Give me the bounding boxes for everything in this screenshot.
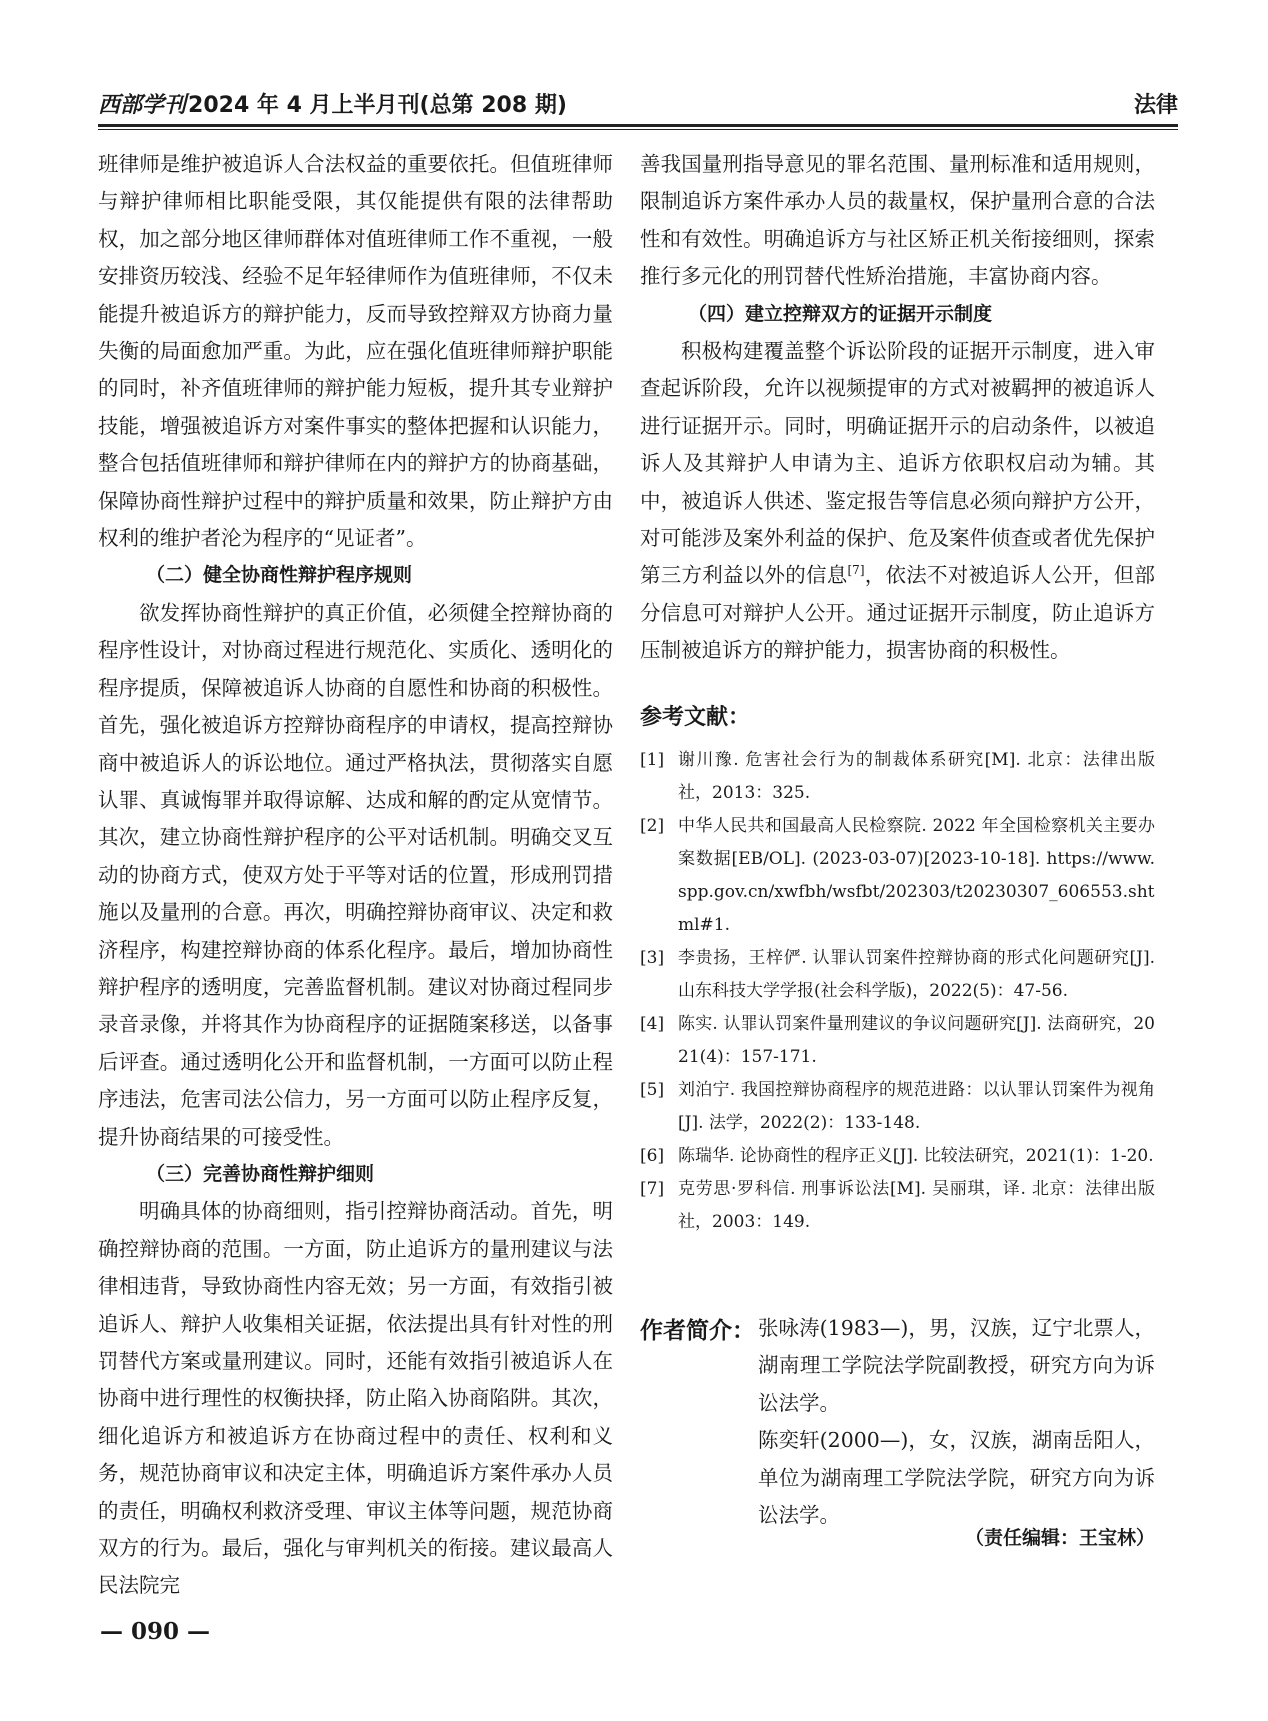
right-column xyxy=(640,146,1155,1239)
reference-text: 中华人民共和国最高人民检察院. 2022 年全国检察机关主要办案数据[EB/OL]. (2023-03-07)[2023-10-18]. https://www.spp.gov.cn/xwfbh/wsfbt/202303/t20230307_606553.shtml#1. xyxy=(678,815,1155,935)
author-info xyxy=(640,1310,1155,1534)
reference-item xyxy=(640,810,1155,942)
reference-text: 刘泊宁. 我国控辩协商程序的规范进路：以认罪认罚案件为视角[J]. 法学，2022(2)：133-148. xyxy=(678,1079,1155,1133)
references-title: 参考文献： xyxy=(640,704,751,730)
section-heading: （四）建立控辩双方的证据开示制度 xyxy=(688,302,993,325)
reference-text: 陈瑞华. 论协商性的程序正义[J]. 比较法研究，2021(1)：1-20. xyxy=(678,1145,1154,1166)
paragraph: 班律师是维护被追诉人合法权益的重要依托。但值班律师与辩护律师相比职能受限，其仅能提供有限的法律帮助权，加之部分地区律师群体对值班律师工作不重视，一般安排资历较浅、经验不足年轻律师作为值班律师，不仅未能提升被追诉方的辩护能力，反而导致控辩双方协商力量失衡的局面愈加严重。为此，应在强化值班律师辩护职能的同时，补齐值班律师的辩护能力短板，提升其专业辩护技能，增强被追诉方对案件事实的整体把握和认识能力，整合包括值班律师和辩护律师在内的辩护方的协商基础，保障协商性辩护过程中的辩护质量和效果，防止辩护方由权利的维护者沦为程序的“见证者”。 xyxy=(98,152,613,551)
page-header xyxy=(98,86,1178,124)
reference-item xyxy=(640,744,1155,810)
reference-item xyxy=(640,1008,1155,1074)
author-bio: 张咏涛(1983—)，男，汉族，辽宁北票人，湖南理工学院法学院副教授，研究方向为诉讼法学。 xyxy=(758,1316,1155,1415)
section-heading: （二）健全协商性辩护程序规则 xyxy=(146,564,413,587)
paragraph: 善我国量刑指导意见的罪名范围、量刑标准和适用规则，限制追诉方案件承办人员的裁量权，保护量刑合意的合法性和有效性。明确追诉方与社区矫正机关衔接细则，探索推行多元化的刑罚替代性矫治措施，丰富协商内容。 xyxy=(640,152,1155,289)
paragraph xyxy=(640,333,1155,670)
issue-info: 2024 年 4 月上半月刊(总第 208 期) xyxy=(188,93,567,118)
header-rule xyxy=(98,124,1178,127)
reference-item xyxy=(640,1074,1155,1140)
page-number: — 090 — xyxy=(100,1618,211,1645)
references-list xyxy=(640,744,1155,1239)
header-rule-thin xyxy=(98,129,1178,130)
author-info-label: 作者简介： xyxy=(640,1318,755,1344)
paragraph: 欲发挥协商性辩护的真正价值，必须健全控辩协商的程序性设计，对协商过程进行规范化、实质化、透明化的程序提质，保障被追诉人协商的自愿性和协商的积极性。首先，强化被追诉方控辩协商程序的申请权，提高控辩协商中被追诉人的诉讼地位。通过严格执法，贯彻落实自愿认罪、真诚悔罪并取得谅解、达成和解的酌定从宽情节。其次，建立协商性辩护程序的公平对话机制。明确交叉互动的协商方式，使双方处于平等对话的位置，形成刑罚措施以及量刑的合意。再次，明确控辩协商审议、决定和救济程序，构建控辩协商的体系化程序。最后，增加协商性辩护程序的透明度，完善监督机制。建议对协商过程同步录音录像，并将其作为协商程序的证据随案移送，以备事后评查。通过透明化公开和监督机制，一方面可以防止程序违法，危害司法公信力，另一方面可以防止程序反复，提升协商结果的可接受性。 xyxy=(98,600,613,1149)
section-label: 法律 xyxy=(1133,93,1178,118)
paragraph-text: ，依法不对被追诉人公开，但部分信息可对辩护人公开。通过证据开示制度，防止追诉方压制被追诉方的辩护能力，损害协商的积极性。 xyxy=(640,563,1155,663)
author-bio: 陈奕轩(2000—)，女，汉族，湖南岳阳人，单位为湖南理工学院法学院，研究方向为诉讼法学。 xyxy=(758,1428,1155,1528)
reference-text: 谢川豫. 危害社会行为的制裁体系研究[M]. 北京：法律出版社，2013：325. xyxy=(678,749,1155,803)
reference-text: 克劳思·罗科信. 刑事诉讼法[M]. 吴丽琪，译. 北京：法律出版社，2003：149. xyxy=(678,1178,1155,1232)
section-heading: （三）完善协商性辩护细则 xyxy=(146,1162,375,1185)
reference-number: [5] xyxy=(640,1079,665,1100)
citation-marker: [7] xyxy=(847,563,865,578)
paragraph-text: 积极构建覆盖整个诉讼阶段的证据开示制度，进入审查起诉阶段，允许以视频提审的方式对被羁押的被追诉人进行证据开示。同时，明确证据开示的启动条件，以被追诉人及其辩护人申请为主、追诉方依职权启动为辅。其中，被追诉人供述、鉴定报告等信息必须向辩护方公开，对可能涉及案外利益的保护、危及案件侦查或者优先保护第三方利益以外的信息 xyxy=(640,339,1155,588)
author-info-body xyxy=(758,1310,1155,1534)
reference-number: [6] xyxy=(640,1145,665,1166)
reference-number: [7] xyxy=(640,1178,665,1199)
reference-number: [4] xyxy=(640,1013,665,1034)
left-column xyxy=(98,146,613,1605)
reference-number: [3] xyxy=(640,947,665,968)
masthead xyxy=(98,88,567,119)
reference-text: 李贵扬，王梓俨. 认罪认罚案件控辩协商的形式化问题研究[J]. 山东科技大学学报(社会科学版)，2022(5)：47-56. xyxy=(678,947,1155,1001)
reference-text: 陈实. 认罪认罚案件量刑建议的争议问题研究[J]. 法商研究，2021(4)：157-171. xyxy=(678,1013,1155,1067)
reference-item xyxy=(640,1173,1155,1239)
reference-number: [1] xyxy=(640,749,665,770)
reference-item xyxy=(640,942,1155,1008)
reference-number: [2] xyxy=(640,815,665,836)
responsible-editor: （责任编辑：王宝林） xyxy=(964,1527,1155,1549)
journal-logo: 西部学刊 xyxy=(98,93,187,118)
reference-item xyxy=(640,1140,1155,1173)
paragraph: 明确具体的协商细则，指引控辩协商活动。首先，明确控辩协商的范围。一方面，防止追诉方的量刑建议与法律相违背，导致协商性内容无效；另一方面，有效指引被追诉人、辩护人收集相关证据，依法提出具有针对性的刑罚替代方案或量刑建议。同时，还能有效指引被追诉人在协商中进行理性的权衡抉择，防止陷入协商陷阱。其次，细化追诉方和被追诉方在协商过程中的责任、权利和义务，规范协商审议和决定主体，明确追诉方案件承办人员的责任，明确权利救济受理、审议主体等问题，规范协商双方的行为。最后，强化与审判机关的衔接。建议最高人民法院完 xyxy=(98,1199,613,1598)
